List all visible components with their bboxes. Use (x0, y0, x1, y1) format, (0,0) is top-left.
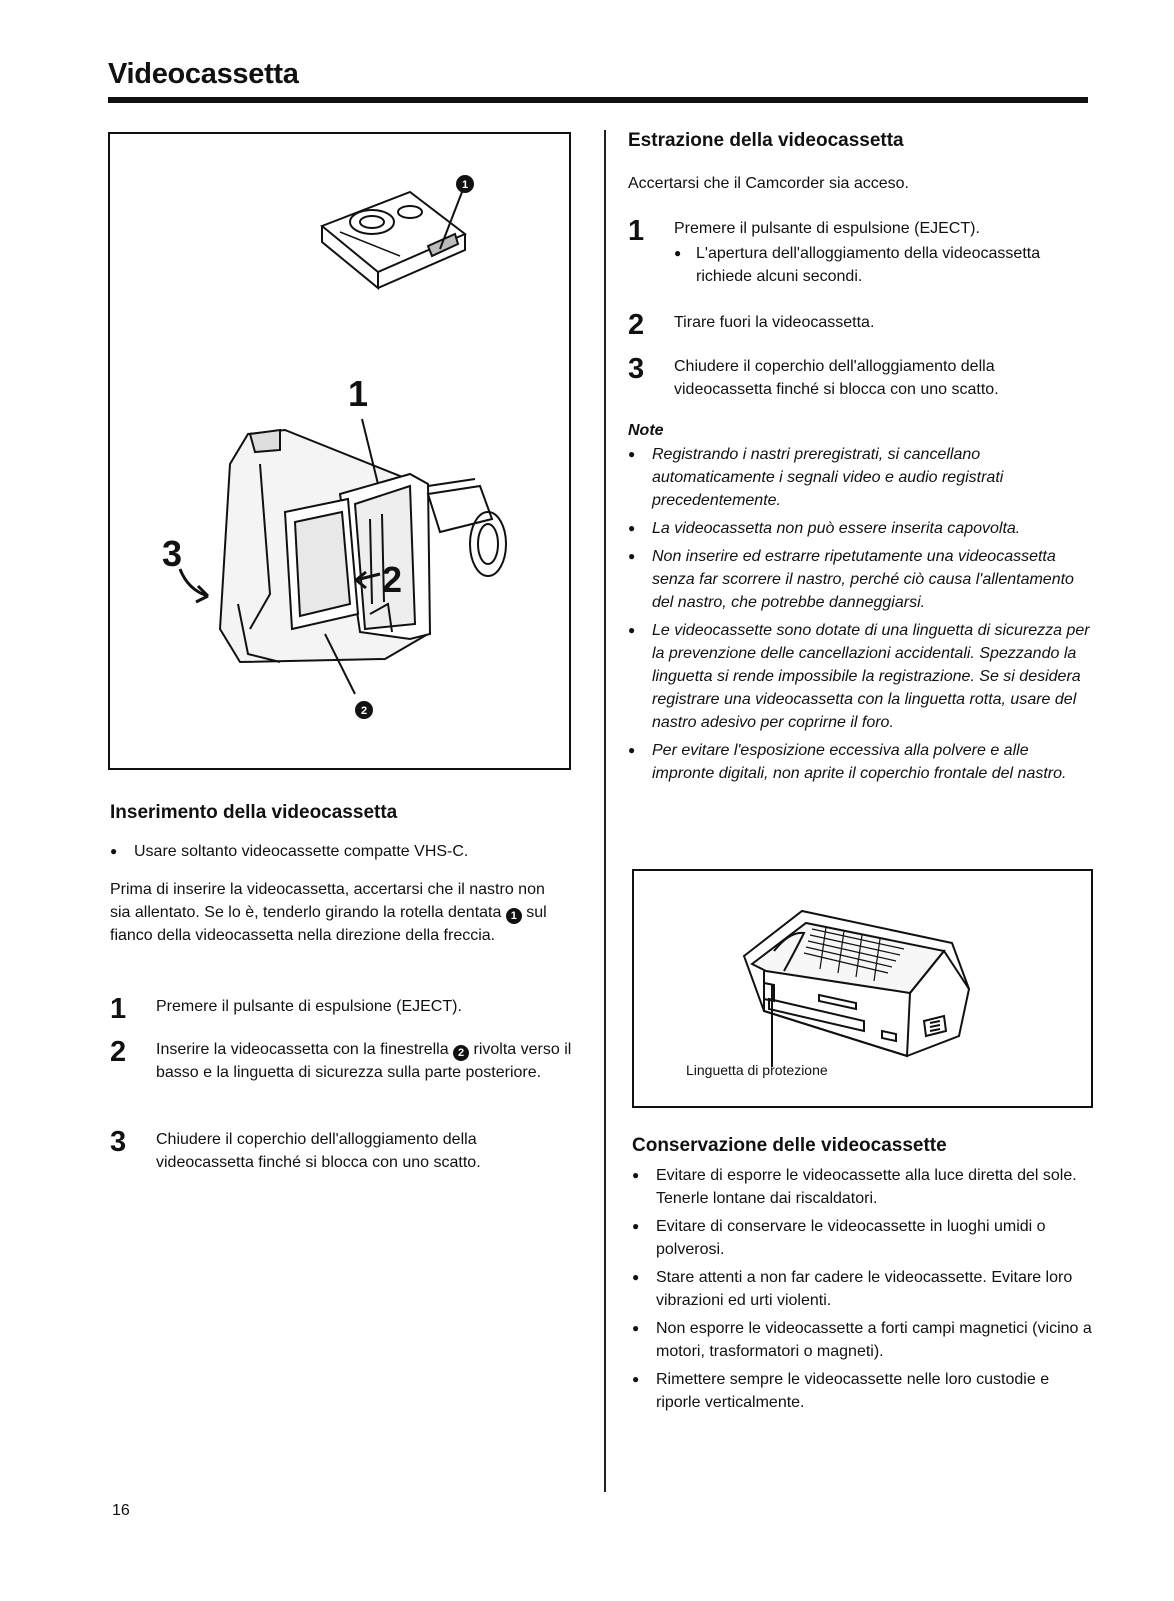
insertion-intro-part1: Prima di inserire la videocassetta, accertarsi che il nastro non sia allentato. Se lo è, tenderlo girando la rotella dentata (110, 881, 545, 921)
note-item: ● Per evitare l'esposizione eccessiva alla polvere e alle impronte digitali, non aprite il coperchio frontale del nastro. (628, 739, 1090, 785)
step-number: 2 (628, 309, 645, 341)
step-text: Chiudere il coperchio dell'alloggiamento della videocassetta finché si blocca con uno scatto. (156, 1131, 481, 1171)
storage-item: ● Evitare di conservare le videocassette in luoghi umidi o polverosi. (632, 1215, 1097, 1261)
camcorder-insertion-figure (108, 132, 571, 770)
step-sub-bullet: ● L'apertura dell'alloggiamento della videocassetta richiede alcuni secondi. (674, 242, 1074, 288)
step-sub-bullets (674, 242, 1074, 288)
insertion-intro-part2: sul fianco della videocassetta nella direzione della freccia. (110, 904, 547, 944)
extraction-intro: Accertarsi che il Camcorder sia acceso. (628, 175, 909, 192)
storage-item: ● Evitare di esporre le videocassette alla luce diretta del sole. Tenerle lontane dai riscaldatori. (632, 1164, 1097, 1210)
insertion-step-2 (110, 1036, 580, 1108)
figure-marker-1: 1 (461, 179, 469, 191)
step-number: 1 (110, 993, 127, 1025)
title-rule (108, 97, 1088, 103)
storage-item: ● Rimettere sempre le videocassette nelle loro custodie e riporle verticalmente. (632, 1368, 1097, 1414)
column-divider (604, 130, 606, 1492)
figure-marker-2: 2 (360, 705, 368, 717)
step-main-text: Premere il pulsante di espulsione (EJECT). (674, 220, 980, 237)
note-item: ● Le videocassette sono dotate di una linguetta di sicurezza per la prevenzione delle cancellazioni accidentali. Spezzando la linguetta si rende impossibile la registrazione. Se si desidera registrare una videocassetta con la linguetta rotta, usare del nastro adesivo per coprirne il foro. (628, 619, 1090, 734)
step-text (156, 1038, 576, 1084)
figure-label-1: 1 (348, 373, 369, 414)
insertion-bullets (110, 840, 580, 868)
step-text (674, 217, 1074, 288)
step-text-part1: Inserire la videocassetta con la finestrella (156, 1041, 449, 1058)
step-number: 2 (110, 1036, 127, 1068)
camcorder-illustration (110, 134, 569, 768)
page-number: 16 (112, 1502, 130, 1519)
storage-heading: Conservazione delle videocassette (632, 1135, 947, 1156)
step-number: 3 (110, 1126, 127, 1158)
marker-2-inline: 2 (453, 1045, 469, 1061)
camcorder-drawing (220, 430, 506, 662)
storage-list (632, 1164, 1097, 1419)
extraction-step-2 (628, 309, 1088, 343)
insertion-step-1 (110, 993, 580, 1027)
step-text: Premere il pulsante di espulsione (EJECT). (156, 998, 462, 1015)
step-text: Tirare fuori la videocassetta. (674, 314, 875, 331)
extraction-step-1 (628, 215, 1088, 290)
step-number: 3 (628, 353, 645, 385)
storage-item: ● Non esporre le videocassette a forti campi magnetici (vicino a motori, trasformatori o magneti). (632, 1317, 1097, 1363)
note-item: ● Registrando i nastri preregistrati, si cancellano automaticamente i segnali video e audio registrati precedentemente. (628, 443, 1090, 512)
note-item: ● Non inserire ed estrarre ripetutamente una videocassetta senza far scorrere il nastro, perché ciò causa l'allentamento del nastro, che potrebbe danneggiarsi. (628, 545, 1090, 614)
extraction-step-3 (628, 353, 1088, 403)
insertion-heading: Inserimento della videocassetta (110, 802, 398, 823)
cassette-protection-figure (632, 869, 1093, 1108)
marker-1-inline: 1 (506, 908, 522, 924)
extraction-heading: Estrazione della videocassetta (628, 130, 904, 151)
insertion-step-3 (110, 1126, 580, 1176)
step-number: 1 (628, 215, 645, 247)
figure-label-2: 2 (382, 559, 403, 600)
figure-label-3: 3 (162, 533, 183, 574)
notes-list (628, 443, 1090, 790)
notes-heading: Note (628, 422, 664, 439)
protection-tab-caption: Linguetta di protezione (686, 1062, 828, 1078)
step-text-part2: rivolta verso il basso e la linguetta di sicurezza sulla parte posteriore. (156, 1041, 572, 1081)
note-item: ● La videocassetta non può essere inserita capovolta. (628, 517, 1090, 540)
cassette-illustration (634, 871, 1091, 1106)
page-title: Videocassetta (108, 58, 299, 90)
insertion-bullet: ● Usare soltanto videocassette compatte VHS-C. (110, 840, 580, 863)
step-text: Chiudere il coperchio dell'alloggiamento della videocassetta finché si blocca con uno scatto. (674, 358, 999, 398)
storage-item: ● Stare attenti a non far cadere le videocassette. Evitare loro vibrazioni ed urti violenti. (632, 1266, 1097, 1312)
insertion-intro (110, 878, 550, 947)
